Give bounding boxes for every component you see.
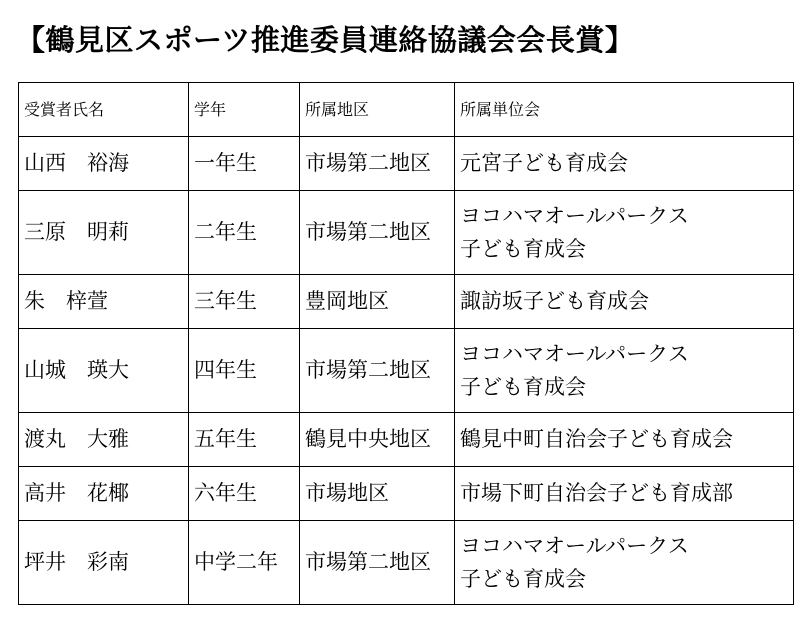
recipient-name: 山西 裕海	[19, 137, 189, 191]
recipient-name: 山城 瑛大	[19, 329, 189, 413]
recipient-unit	[455, 413, 794, 467]
page-title: 【鶴見区スポーツ推進委員連絡協議会会長賞】	[16, 23, 635, 57]
table-row	[19, 467, 794, 521]
recipient-grade: 一年生	[189, 137, 300, 191]
recipient-grade: 二年生	[189, 191, 300, 275]
header-unit: 所属単位会	[455, 83, 794, 137]
recipient-grade: 三年生	[189, 275, 300, 329]
unit-line: 市場下町自治会子ども育成部	[460, 481, 733, 505]
recipient-name: 渡丸 大雅	[19, 413, 189, 467]
unit-line: 子ども育成会	[460, 236, 586, 261]
recipient-unit	[455, 329, 794, 413]
table-row	[19, 275, 794, 329]
unit-line: ヨコハマオールパークス	[460, 203, 689, 228]
header-area: 所属地区	[300, 83, 455, 137]
recipient-area: 市場第二地区	[300, 137, 455, 191]
recipient-grade: 六年生	[189, 467, 300, 521]
table-row	[19, 413, 794, 467]
table-row	[19, 329, 794, 413]
recipient-grade: 中学二年	[189, 521, 300, 605]
recipient-area: 市場第二地区	[300, 521, 455, 605]
award-table	[18, 82, 794, 605]
unit-line: 諏訪坂子ども育成会	[460, 289, 649, 313]
recipient-name: 三原 明莉	[19, 191, 189, 275]
recipient-area: 市場第二地区	[300, 329, 455, 413]
header-grade: 学年	[189, 83, 300, 137]
recipient-area: 鶴見中央地区	[300, 413, 455, 467]
recipient-unit	[455, 137, 794, 191]
recipient-name: 坪井 彩南	[19, 521, 189, 605]
unit-line: 元宮子ども育成会	[460, 151, 628, 175]
unit-line: 鶴見中町自治会子ども育成会	[460, 427, 733, 451]
table-row	[19, 521, 794, 605]
table-row	[19, 137, 794, 191]
recipient-area: 市場地区	[300, 467, 455, 521]
unit-line: ヨコハマオールパークス	[460, 533, 689, 558]
recipient-name: 朱 梓萱	[19, 275, 189, 329]
recipient-area: 豊岡地区	[300, 275, 455, 329]
table-header-row	[19, 83, 794, 137]
recipient-name: 高井 花椰	[19, 467, 189, 521]
header-name: 受賞者氏名	[19, 83, 189, 137]
recipient-unit	[455, 191, 794, 275]
recipient-grade: 四年生	[189, 329, 300, 413]
table-row	[19, 191, 794, 275]
recipient-unit	[455, 467, 794, 521]
unit-line: 子ども育成会	[460, 374, 586, 399]
recipient-grade: 五年生	[189, 413, 300, 467]
recipient-unit	[455, 275, 794, 329]
unit-line: ヨコハマオールパークス	[460, 341, 689, 366]
recipient-unit	[455, 521, 794, 605]
unit-line: 子ども育成会	[460, 566, 586, 591]
recipient-area: 市場第二地区	[300, 191, 455, 275]
